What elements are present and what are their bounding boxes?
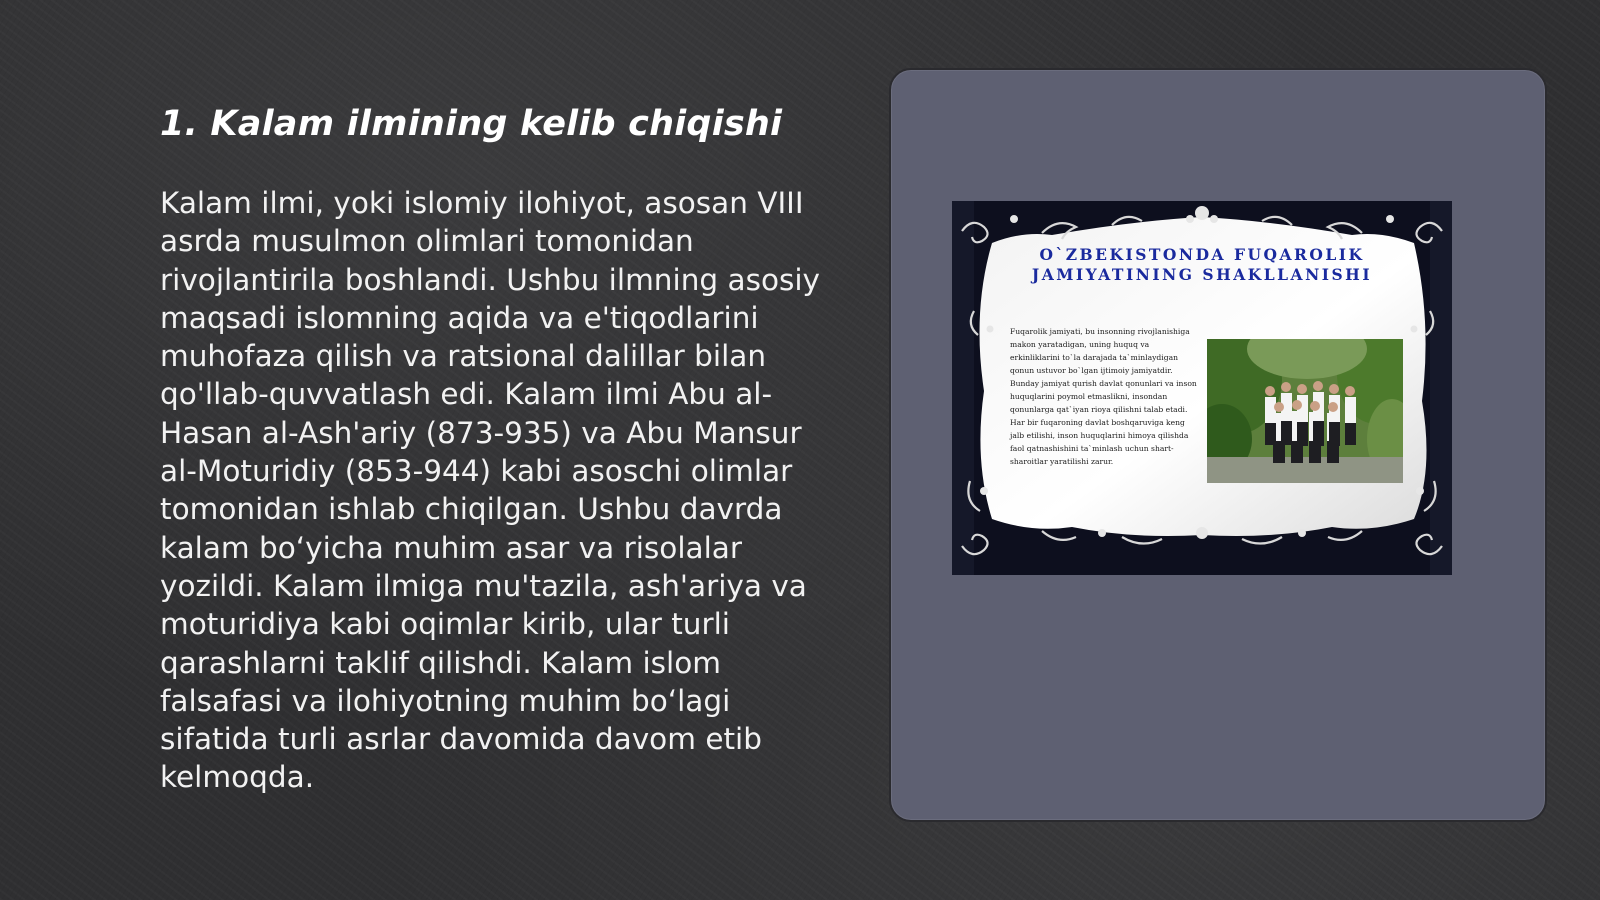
- group-photo-image: [1207, 339, 1403, 483]
- slide-title: 1. Kalam ilmining kelib chiqishi: [160, 104, 783, 144]
- embedded-slide-image: [952, 201, 1452, 575]
- embedded-slide-text: [1010, 325, 1200, 468]
- slide-body-text: Kalam ilmi, yoki islomiy ilohiyot, asosan VIII asrda musulmon olimlari tomonidan rivojlantirila boshlandi. Ushbu ilmning asosiy maqsadi islomning aqida va e'tiqodlarini muhofaza qilish va ratsional dalillar bilan qo'llab-quvvatlash edi. Kalam ilmi Abu al-Hasan al-Ash'ariy (873-935) va Abu Mansur al-Moturidiy (853-944) kabi asoschi olimlar tomonidan ishlab chiqilgan. Ushbu davrda kalam bo‘yicha muhim asar va risolalar yozildi. Kalam ilmiga mu'tazila, ash'ariya va moturidiya kabi oqimlar kirib, ular turli qarashlarni taklif qilishdi. Kalam islom falsafasi va ilohiyotning muhim bo‘lagi sifatida turli asrlar davomida davom etib kelmoqda.: [160, 186, 821, 795]
- embedded-paragraph: Har bir fuqaroning davlat boshqaruviga keng jalb etilishi, inson huquqlarini himoya qilishda faol qatnashishini ta`minlash uchun shart-sharoitlar yaratilishi zarur.: [1010, 418, 1189, 466]
- embedded-paragraph: Fuqarolik jamiyati, bu insonning rivojlanishiga makon yaratadigan, uning huquq va erkinliklarini to`la darajada ta`minlaydigan qonun ustuvor bo`lgan ijtimoiy jamiyatdir. Bunday jamiyat qurish davlat qonunlari va inson huquqlarini poymol etmaslikni, insondan qonunlarga qat`iyan rioya qilishni talab etadi.: [1010, 327, 1197, 414]
- embedded-slide-title: O`ZBEKISTONDA FUQAROLIK JAMIYATINING SHAKLLANISHI: [1031, 245, 1373, 284]
- media-panel: [889, 68, 1547, 822]
